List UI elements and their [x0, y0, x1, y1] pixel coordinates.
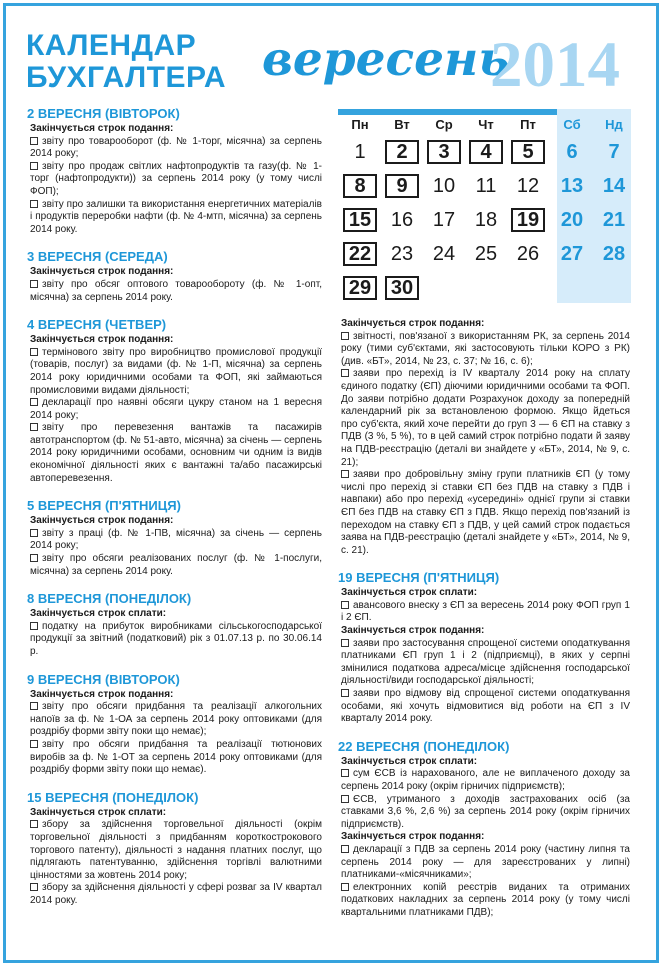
title-line-1: КАЛЕНДАР [26, 29, 197, 62]
deadline-item [30, 701, 322, 739]
deadline-day [338, 570, 630, 726]
calendar-day: 2 [385, 140, 419, 164]
day-heading: 4 ВЕРЕСНЯ (ЧЕТВЕР) [27, 317, 167, 333]
deadline-item-text: авансового внеску з ЄП за вересень 2014 року ФОП груп 1 і 2 ЄП. [341, 599, 630, 624]
deadline-item [30, 528, 322, 553]
deadline-type-label: Закінчується строк подання: [30, 688, 174, 700]
calendar-day: 1 [354, 141, 366, 163]
calendar-day: 19 [511, 208, 545, 232]
day-heading: 19 ВЕРЕСНЯ (П'ЯТНИЦЯ) [338, 570, 500, 586]
deadline-item-text: ЄСВ, утриманого з доходів застрахованих осіб (за ставками 3,6 %, 2,6 %) за серпень 2014 року (окрім гірничих підприємств). [341, 793, 630, 830]
deadline-type-label: Закінчується строк подання: [30, 123, 174, 134]
checkbox-icon [341, 369, 349, 377]
calendar-day: 9 [385, 174, 419, 198]
deadline-day [27, 317, 322, 485]
calendar-day: 21 [602, 209, 626, 231]
checkbox-icon [30, 740, 38, 748]
calendar-day: 6 [566, 141, 578, 163]
weekday-header: Пт [520, 117, 536, 132]
deadline-item-text: декларації про наявні обсяги цукру станом на 1 вересня 2014 року; [30, 397, 322, 421]
deadline-item-text: збору за здійснення діяльності у сфері розваг за IV квартал 2014 року. [30, 882, 322, 906]
day-heading: 5 ВЕРЕСНЯ (П'ЯТНИЦЯ) [27, 498, 181, 514]
deadline-item [341, 688, 630, 726]
day-heading: 8 ВЕРЕСНЯ (ПОНЕДІЛОК) [27, 591, 192, 607]
deadline-item [341, 600, 630, 625]
deadline-item [341, 768, 630, 793]
checkbox-icon [30, 423, 38, 431]
deadline-item-text: заяви про відмову від спрощеної системи оподаткування особами, які хочуть відмовитися від роботи на ЄП з IV кварталу 2014 року. [341, 688, 630, 725]
deadline-day [27, 672, 322, 777]
deadline-day [338, 318, 630, 557]
deadline-item-text: звіту з праці (ф. № 1-ПВ, місячна) за січень — серпень 2014 року; [30, 527, 322, 552]
deadline-item-text: звітності, пов'язаної з використанням РК, за серпень 2014 року (тими суб'єктами, які застосовують тільки КОРО з РК) (див. «БТ», 2014, № 23, с. 37; № 16, с. 6); [341, 330, 630, 367]
calendar-day: 13 [560, 175, 584, 197]
deadline-item [30, 199, 322, 237]
weekday-header: Вт [394, 117, 410, 132]
deadline-item-text: звіту про перевезення вантажів та пасажирів автотранспортом (ф. № 51-авто, місячна) за січень — серпень 2014 року юридичними особами, основним чи одним із видів економічної діяльності яких є вантажні та/або пасажирські автоперевезення. [30, 422, 322, 484]
right-column [338, 318, 630, 933]
deadline-day [27, 249, 322, 304]
checkbox-icon [30, 702, 38, 710]
deadline-type-label: Закінчується строк сплати: [341, 755, 478, 767]
deadline-item [341, 844, 630, 882]
deadline-day [27, 498, 322, 578]
checkbox-icon [30, 820, 38, 828]
deadline-type-label: Закінчується строк подання: [341, 831, 485, 843]
deadline-item-text: звіту про обсяг оптового товарообороту (ф. № 1-опт, місячна) за серпень 2014 року. [30, 278, 322, 303]
calendar-top-bar [338, 109, 557, 115]
month-label: вересень [262, 32, 510, 87]
checkbox-icon [341, 639, 349, 647]
deadline-item [30, 422, 322, 485]
year-label: 2014 [490, 29, 620, 101]
deadline-item [30, 279, 322, 304]
calendar-day: 27 [560, 243, 584, 265]
deadline-item [30, 553, 322, 578]
day-heading: 15 ВЕРЕСНЯ (ПОНЕДІЛОК) [27, 789, 199, 805]
checkbox-icon [341, 601, 349, 609]
title-line-2: БУХГАЛТЕРА [26, 61, 227, 94]
weekday-header: Сб [563, 117, 581, 132]
day-heading: 3 ВЕРЕСНЯ (СЕРЕДА) [27, 249, 168, 265]
deadline-item [30, 161, 322, 199]
deadline-item-text: електронних копій реєстрів виданих та отриманих податкових накладних за серпень 2014 року (у тому числі квартальними платниками ПДВ); [341, 881, 630, 918]
checkbox-icon [30, 280, 38, 288]
checkbox-icon [30, 348, 38, 356]
calendar-day: 12 [516, 175, 540, 197]
checkbox-icon [30, 554, 38, 562]
calendar-day: 15 [343, 208, 377, 232]
deadline-item [341, 638, 630, 688]
calendar-day: 24 [432, 243, 456, 265]
deadline-item [30, 882, 322, 907]
calendar-day: 29 [343, 276, 377, 300]
calendar-day: 25 [474, 243, 498, 265]
deadline-item-text: заяви про добровільну зміну групи платників ЄП (у тому числі про перехід зі ставки ЄП без ПДВ на ставку з ПДВ і навпаки) або про перехід «усередині» однієї групи зі ставки ЄП без ПДВ на ставку ЄП з ПДВ. Якщо перехід пов'язаний із переходом на ставку ЄП з ПДВ, у цей самий строк подається заява на ПДВ-реєстрацію (деталі знайдете у «БТ», 2014, № 9, с. 21). [341, 469, 630, 556]
deadline-item [341, 331, 630, 369]
day-heading: 9 ВЕРЕСНЯ (ВІВТОРОК) [27, 671, 180, 687]
calendar-day: 30 [385, 276, 419, 300]
weekday-header: Чт [478, 117, 494, 132]
deadline-type-label: Закінчується строк сплати: [30, 608, 167, 620]
deadline-day [27, 790, 322, 908]
calendar-day: 18 [474, 209, 498, 231]
deadline-item [30, 621, 322, 659]
month-calendar [338, 109, 631, 303]
calendar-day: 26 [516, 243, 540, 265]
deadline-type-label: Закінчується строк подання: [341, 625, 485, 637]
deadline-item-text: звіту про обсяги реалізованих послуг (ф. № 1-послуги, місячна) за серпень 2014 року. [30, 553, 322, 577]
day-heading: 22 ВЕРЕСНЯ (ПОНЕДІЛОК) [338, 738, 510, 754]
checkbox-icon [30, 162, 38, 170]
deadline-item [341, 882, 630, 920]
calendar-day: 3 [427, 140, 461, 164]
calendar-day: 7 [608, 141, 620, 163]
checkbox-icon [341, 689, 349, 697]
deadline-item [30, 739, 322, 777]
deadline-item-text: заяви про перехід із IV кварталу 2014 року на сплату єдиного податку (ЄП) діючими юридичними особами та ФОП. До заяви потрібно додати Розрахунок доходу за попередній календарний рік за встановленою формою. Якщо йдеться про суб'єкта, який хоче перейти до груп 3 — 6 ЄП на ставку з ПДВ (3 %, 5 %), то в цей самий строк потрібно подати й заяву на ПДВ-реєстрацію (деталі ви знайдете у «БТ», 2014, № 9, с. 21); [341, 368, 630, 468]
checkbox-icon [341, 769, 349, 777]
checkbox-icon [30, 200, 38, 208]
deadline-item-text: заяви про застосування спрощеної системи оподаткування платниками ЄП груп 1 і 2 (підприємці), в яких у серпні змінилися податкова адреса/місце здійснення господарської діяльності/види господарської діяльності; [341, 637, 630, 687]
deadline-item [341, 469, 630, 557]
deadline-type-label: Закінчується строк подання: [30, 515, 174, 527]
deadline-day [27, 591, 322, 658]
calendar-day: 8 [343, 174, 377, 198]
checkbox-icon [341, 470, 349, 478]
deadline-type-label: Закінчується строк сплати: [341, 587, 478, 599]
deadline-item-text: звіту про обсяги придбання та реалізації тютюнових виробів за ф. № 1-ОТ за серпень 2014 року оптовиками (для роздрібу форми звіту поки що немає). [30, 738, 322, 776]
checkbox-icon [30, 398, 38, 406]
calendar-day: 5 [511, 140, 545, 164]
deadline-item-text: декларації з ПДВ за серпень 2014 року (частину липня та серпень 2014 року — для зареєстрованих у липні) платниками-«місячниками»; [341, 843, 630, 881]
day-heading: 2 ВЕРЕСНЯ (ВІВТОРОК) [27, 106, 180, 121]
deadline-day [27, 106, 322, 236]
checkbox-icon [341, 845, 349, 853]
calendar-day: 16 [390, 209, 414, 231]
deadline-type-label: Закінчується строк подання: [30, 266, 174, 278]
deadline-type-label: Закінчується строк подання: [341, 318, 485, 329]
calendar-day: 20 [560, 209, 584, 231]
deadline-item [30, 397, 322, 422]
deadline-item-text: термінового звіту про виробництво промислової продукції (товарів, послуг) за видами (ф. № 1-П, місячна) за серпень 2014 року юридичними особами та ФОП, які займаються промисловими видами діяльності; [30, 346, 322, 396]
deadline-item [341, 794, 630, 832]
calendar-day: 28 [602, 243, 626, 265]
deadline-item [30, 819, 322, 882]
deadline-item-text: сум ЄСВ із нарахованого, але не виплаченого доходу за серпень 2014 року (окрім гірничих підприємств); [341, 768, 630, 792]
weekday-header: Нд [605, 117, 623, 132]
calendar-day: 11 [475, 175, 497, 197]
left-column [27, 106, 322, 921]
calendar-day: 4 [469, 140, 503, 164]
calendar-day: 17 [432, 209, 456, 231]
calendar-day: 14 [602, 175, 626, 197]
deadline-item [30, 136, 322, 161]
weekend-column-bg [557, 109, 631, 303]
checkbox-icon [341, 795, 349, 803]
checkbox-icon [30, 883, 38, 891]
calendar-day: 22 [343, 242, 377, 266]
weekday-header: Ср [435, 117, 453, 132]
deadline-day [338, 739, 630, 920]
checkbox-icon [30, 622, 38, 630]
deadline-item [30, 347, 322, 397]
calendar-day: 23 [390, 243, 414, 265]
checkbox-icon [341, 332, 349, 340]
deadline-item-text: звіту про продаж світлих нафтопродуктів та газу(ф. № 1-торг (нафтопродукти)) за серпень 2014 року (у тому числі ФОП); [30, 160, 322, 197]
checkbox-icon [30, 137, 38, 145]
checkbox-icon [30, 529, 38, 537]
calendar-day: 10 [432, 175, 456, 197]
deadline-item-text: звіту про обсяги придбання та реалізації алкогольних напоїв за ф. № 1-ОА за серпень 2014 року оптовиками (для роздрібу форми звіту поки що немає); [30, 701, 322, 738]
deadline-item [341, 368, 630, 469]
deadline-item-text: податку на прибуток виробниками сільськогосподарської продукції за звітний (податковий) рік з 01.07.13 р. по 30.06.14 р. [30, 620, 322, 657]
deadline-item-text: звіту про товарооборот (ф. № 1-торг, місячна) за серпень 2014 року; [30, 135, 322, 160]
deadline-type-label: Закінчується строк подання: [30, 334, 174, 346]
checkbox-icon [341, 883, 349, 891]
deadline-item-text: збору за здійснення торговельної діяльності (окрім торговельної діяльності з придбанням короткострокового торгового патенту), діяльності з надання платних послуг, що підлягають патентуванню, здійснення торгівлі валютними цінностями за жовтень 2014 року; [30, 819, 322, 881]
deadline-type-label: Закінчується строк сплати: [30, 806, 167, 818]
page-title [26, 30, 226, 94]
weekday-header: Пн [351, 117, 369, 132]
deadline-item-text: звіту про залишки та використання енергетичних матеріалів і продуктів переробки нафти (ф. № 4-мтп, місячна) за серпень 2014 року. [30, 198, 322, 235]
